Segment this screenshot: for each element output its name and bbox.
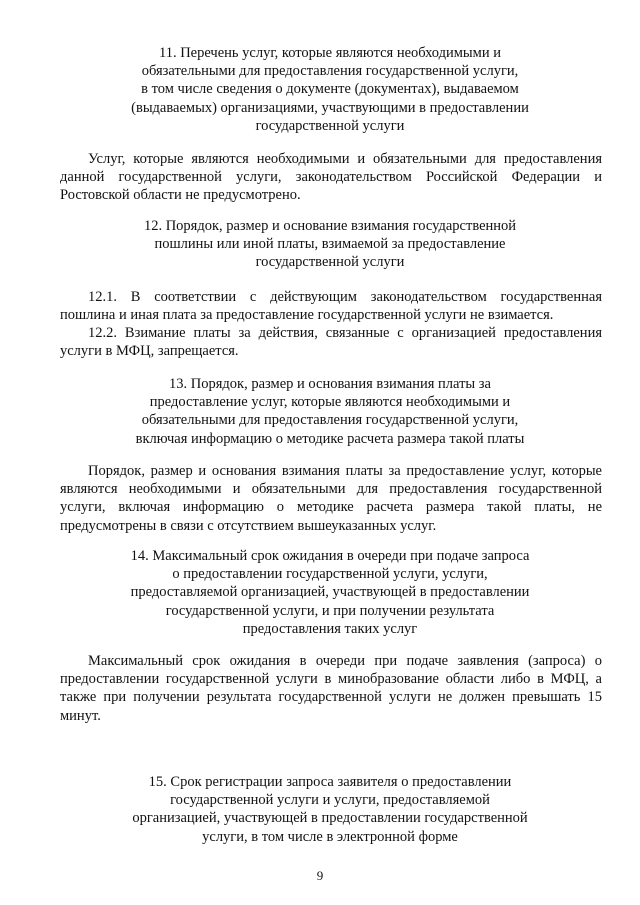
heading-line: государственной услуги	[255, 254, 405, 271]
paragraph-line: Ростовской области не предусмотрено.	[60, 187, 301, 204]
paragraph-line: также при получении результата государственной услуги не должен превышать 15	[60, 689, 602, 706]
heading-line: государственной услуги	[255, 117, 405, 134]
heading-line: 15. Срок регистрации запроса заявителя о предоставлении	[148, 774, 512, 790]
paragraph-line: Максимальный срок ожидания в очереди при подаче заявления (запроса) о	[88, 653, 602, 669]
paragraph-line: являются необходимыми и обязательными для предоставления государственной	[60, 481, 602, 498]
heading-line: в том числе сведения о документе (документах), выдаваемом	[141, 81, 519, 98]
heading-line: обязательными для предоставления государственной услуги,	[141, 63, 519, 80]
paragraph-line: 12.1. В соответствии с действующим законодательством государственная	[88, 289, 602, 305]
heading-line: 11. Перечень услуг, которые являются необходимыми и	[158, 45, 501, 61]
heading-line: государственной услуги и услуги, предоставляемой	[170, 792, 490, 809]
paragraph-line: Порядок, размер и основания взимания платы за предоставление услуг, которые	[88, 463, 602, 479]
paragraph-line: пошлина и иная плата за предоставление государственной услуги не взимается.	[60, 307, 554, 324]
section-12-paragraph-2	[60, 324, 602, 360]
heading-line: включая информацию о методике расчета размера такой платы	[135, 430, 525, 447]
paragraph-line: услуги, включая информацию о методике расчета размера такой платы, не	[60, 499, 602, 516]
section-12-heading	[60, 217, 600, 272]
heading-line: обязательными для предоставления государственной услуги,	[141, 412, 519, 429]
paragraph-line: Услуг, которые являются необходимыми и обязательными для предоставления	[88, 151, 602, 167]
paragraph-line: 12.2. Взимание платы за действия, связанные с организацией предоставления	[88, 325, 602, 341]
heading-line: предоставляемой организацией, участвующей в предоставлении	[130, 584, 530, 601]
paragraph-line: услуги в МФЦ, запрещается.	[60, 343, 239, 360]
heading-line: пошлины или иной платы, взимаемой за предоставление	[154, 236, 506, 253]
heading-line: услуги, в том числе в электронной форме	[202, 828, 458, 845]
section-12-paragraph-1	[60, 288, 602, 324]
section-13-heading	[60, 375, 600, 448]
heading-line: 12. Порядок, размер и основание взимания государственной	[143, 218, 517, 234]
paragraph-line: данной государственной услуги, законодательством Российской Федерации и	[60, 169, 602, 186]
paragraph-line: предусмотрены в связи с отсутствием вышеуказанных услуг.	[60, 517, 437, 534]
heading-line: предоставление услуг, которые являются необходимыми и	[149, 394, 511, 411]
section-11-paragraph	[60, 150, 602, 205]
heading-line: предоставления таких услуг	[242, 620, 418, 637]
heading-line: (выдаваемых) организациями, участвующими в предоставлении	[131, 99, 529, 116]
heading-line: 13. Порядок, размер и основания взимания платы за	[169, 376, 491, 392]
section-15-heading	[60, 773, 600, 846]
paragraph-line: предоставлении государственной услуги в минобразование области либо в МФЦ, а	[60, 671, 602, 688]
paragraph-line: минут.	[60, 707, 101, 724]
heading-line: 14. Максимальный срок ожидания в очереди при подаче запроса	[130, 548, 530, 564]
section-11-heading	[60, 44, 600, 135]
section-14-paragraph	[60, 652, 602, 725]
heading-line: государственной услуги, и при получении результата	[165, 602, 495, 619]
heading-line: о предоставлении государственной услуги, услуги,	[172, 566, 488, 583]
page-number: 9	[316, 868, 324, 883]
heading-line: организацией, участвующей в предоставлении государственной	[132, 810, 528, 827]
section-13-paragraph	[60, 462, 602, 535]
section-14-heading	[60, 547, 600, 638]
